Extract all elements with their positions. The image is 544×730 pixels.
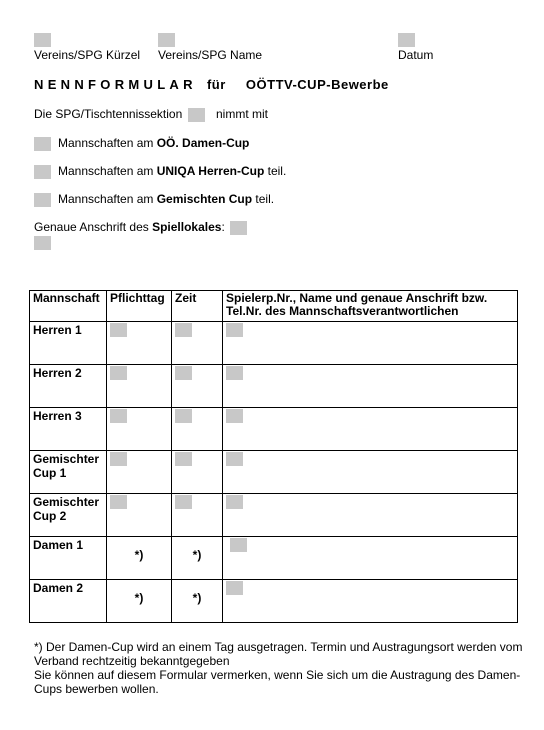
option-suffix: teil. <box>264 164 287 178</box>
contact-input[interactable] <box>226 495 243 509</box>
zeit-cell <box>172 365 223 408</box>
zeit-cell <box>172 451 223 494</box>
header-mannschaft: Mannschaft <box>30 291 107 322</box>
table-row <box>30 408 518 451</box>
table-row <box>30 494 518 537</box>
pflichttag-cell <box>107 537 172 580</box>
zeit-cell <box>172 580 223 623</box>
footnote-mark: *) <box>192 548 202 562</box>
table-row <box>30 322 518 365</box>
address-input-1[interactable] <box>230 221 247 235</box>
contact-cell <box>223 408 518 451</box>
contact-input[interactable] <box>226 366 243 380</box>
team-name: Damen 1 <box>30 537 107 580</box>
contact-input[interactable] <box>230 538 247 552</box>
contact-input[interactable] <box>226 581 243 595</box>
intro-before: Die SPG/Tischtennissektion <box>34 107 183 121</box>
option-prefix: Mannschaften am <box>58 192 157 206</box>
team-name: Herren 1 <box>30 322 107 365</box>
footnote-line-2: Sie können auf diesem Formular vermerken, wenn Sie sich um die Austragung des Damen-Cups bewerben wollen. <box>34 668 521 696</box>
option-prefix: Mannschaften am <box>58 136 157 150</box>
table-header-row <box>30 291 518 322</box>
contact-input[interactable] <box>226 452 243 466</box>
pflichttag-input[interactable] <box>110 323 127 337</box>
name-input[interactable] <box>158 33 175 47</box>
contact-cell <box>223 580 518 623</box>
contact-input[interactable] <box>226 409 243 423</box>
contact-cell <box>223 451 518 494</box>
sektion-input[interactable] <box>188 108 205 122</box>
teams-table <box>29 290 518 623</box>
title-nennformular: NENNFORMULAR <box>34 77 197 92</box>
pflichttag-cell <box>107 365 172 408</box>
table-row <box>30 451 518 494</box>
address-line <box>34 219 247 235</box>
pflichttag-input[interactable] <box>110 495 127 509</box>
zeit-input[interactable] <box>175 409 192 423</box>
intro-line <box>34 106 268 122</box>
name-label: Vereins/SPG Name <box>158 48 263 62</box>
zeit-cell <box>172 494 223 537</box>
pflichttag-input[interactable] <box>110 366 127 380</box>
option-bold: UNIQA Herren-Cup <box>156 164 265 178</box>
footnote-mark: *) <box>134 548 144 562</box>
option-damen-cup <box>34 135 249 151</box>
address-line-2 <box>34 235 51 250</box>
pflichttag-cell <box>107 322 172 365</box>
footnote <box>34 640 524 696</box>
zeit-input[interactable] <box>175 495 192 509</box>
pflichttag-cell <box>107 408 172 451</box>
pflichttag-input[interactable] <box>110 409 127 423</box>
footnote-mark: *) <box>134 591 144 605</box>
gemischter-cup-count-input[interactable] <box>34 193 51 207</box>
option-prefix: Mannschaften am <box>58 164 157 178</box>
table-row <box>30 580 518 623</box>
team-name: Gemischter Cup 2 <box>30 494 107 537</box>
kuerzel-label: Vereins/SPG Kürzel <box>34 48 141 62</box>
field-datum <box>398 33 433 62</box>
page-title <box>34 77 389 92</box>
team-name: Herren 2 <box>30 365 107 408</box>
pflichttag-cell <box>107 580 172 623</box>
table-row <box>30 537 518 580</box>
option-suffix: teil. <box>252 192 275 206</box>
zeit-input[interactable] <box>175 323 192 337</box>
footnote-mark: *) <box>192 591 202 605</box>
datum-input[interactable] <box>398 33 415 47</box>
herren-cup-count-input[interactable] <box>34 165 51 179</box>
contact-input[interactable] <box>226 323 243 337</box>
option-herren-cup <box>34 163 286 179</box>
address-prefix: Genaue Anschrift des <box>34 220 153 234</box>
contact-cell <box>223 537 518 580</box>
header-pflichttag: Pflichttag <box>107 291 172 322</box>
datum-label: Datum <box>398 48 434 62</box>
address-bold: Spiellokales <box>152 220 222 234</box>
header-spieler: Spielerp.Nr., Name und genaue Anschrift bzw. Tel.Nr. des Mannschaftsverantwortlichen <box>223 291 518 322</box>
team-name: Gemischter Cup 1 <box>30 451 107 494</box>
address-input-2[interactable] <box>34 236 51 250</box>
option-bold: Gemischten Cup <box>156 192 253 206</box>
contact-cell <box>223 322 518 365</box>
pflichttag-cell <box>107 494 172 537</box>
team-name: Damen 2 <box>30 580 107 623</box>
option-bold: OÖ. Damen-Cup <box>156 136 250 150</box>
zeit-input[interactable] <box>175 366 192 380</box>
intro-after: nimmt mit <box>215 107 268 121</box>
address-suffix: : <box>221 220 225 234</box>
pflichttag-cell <box>107 451 172 494</box>
zeit-input[interactable] <box>175 452 192 466</box>
zeit-cell <box>172 537 223 580</box>
title-bewerbe: OÖTTV-CUP-Bewerbe <box>245 77 389 92</box>
team-name: Herren 3 <box>30 408 107 451</box>
pflichttag-input[interactable] <box>110 452 127 466</box>
footnote-line-1: *) Der Damen-Cup wird an einem Tag ausgetragen. Termin und Austragungsort werden vom Verband rechtzeitig bekanntgegeben <box>34 640 523 668</box>
zeit-cell <box>172 322 223 365</box>
field-vereins-kuerzel <box>34 33 140 62</box>
contact-cell <box>223 494 518 537</box>
field-vereins-name <box>158 33 262 62</box>
title-fuer: für <box>206 77 226 92</box>
table-row <box>30 365 518 408</box>
damen-cup-count-input[interactable] <box>34 137 51 151</box>
option-gemischter-cup <box>34 191 274 207</box>
contact-cell <box>223 365 518 408</box>
header-zeit: Zeit <box>172 291 223 322</box>
zeit-cell <box>172 408 223 451</box>
kuerzel-input[interactable] <box>34 33 51 47</box>
